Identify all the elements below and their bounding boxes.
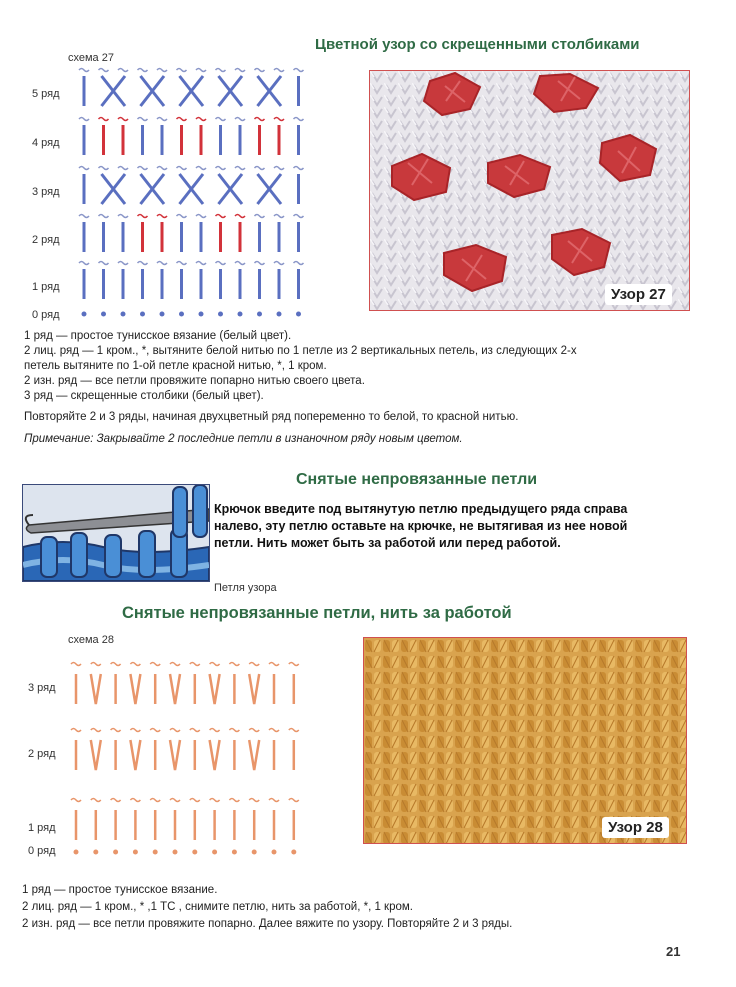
scheme27-wave (294, 215, 304, 218)
scheme28-wave (170, 663, 180, 666)
scheme28-row3-label: 3 ряд (28, 682, 56, 694)
scheme28-wave (190, 663, 200, 666)
scheme28-slipped-stitch (170, 740, 180, 770)
scheme27-wave (235, 167, 245, 170)
scheme27-wave (138, 262, 148, 265)
scheme27-wave (99, 262, 109, 265)
scheme28-dot (173, 850, 178, 855)
scheme27-row5-label: 5 ряд (32, 88, 60, 100)
scheme28-dot (272, 850, 277, 855)
scheme27-wave (138, 167, 148, 170)
scheme27-wave (196, 215, 206, 218)
section2-title: Снятые непровязанные петли (296, 471, 538, 488)
scheme27-wave (255, 215, 265, 218)
pattern-28-image (364, 638, 686, 843)
scheme27-row1-label: 1 ряд (32, 281, 60, 293)
scheme28-wave (130, 729, 140, 732)
section1-instruction-2: 2 лиц. ряд — 1 кром., *, вытяните белой нитью по 1 петле из 2 вертикальных петель, из следующих 2-х (24, 345, 577, 357)
scheme27-row0-label: 0 ряд (32, 309, 60, 321)
scheme28-wave (289, 729, 299, 732)
scheme28-slipped-stitch (210, 740, 220, 770)
scheme28-wave (91, 799, 101, 802)
scheme27-wave (79, 118, 89, 121)
scheme27-wave (138, 69, 148, 72)
scheme27-wave (196, 69, 206, 72)
scheme28-dot (113, 850, 118, 855)
scheme27-wave (79, 167, 89, 170)
scheme28-row1-label: 1 ряд (28, 822, 56, 834)
scheme27-wave (235, 118, 245, 121)
scheme27-wave (118, 118, 128, 121)
scheme27-wave (294, 262, 304, 265)
scheme28-dot (93, 850, 98, 855)
section1-note: Примечание: Закрывайте 2 последние петли в изнаночном ряду новым цветом. (24, 433, 463, 445)
scheme28-wave (229, 729, 239, 732)
scheme28-wave (71, 663, 81, 666)
scheme28-row2-label: 2 ряд (28, 748, 56, 760)
scheme27-wave (118, 262, 128, 265)
scheme27-wave (235, 69, 245, 72)
scheme27-wave (196, 118, 206, 121)
section2-description-1: Крючок введите под вытянутую петлю предыдущего ряда справа (214, 502, 628, 516)
scheme28-dot (74, 850, 79, 855)
scheme27-wave (274, 118, 284, 121)
scheme28-wave (71, 729, 81, 732)
scheme28-wave (249, 663, 259, 666)
scheme28-wave (210, 799, 220, 802)
section3-title: Снятые непровязанные петли, нить за работой (122, 604, 512, 622)
section2-description-2: налево, эту петлю оставьте на крючке, не вытягивая из нее новой (214, 519, 628, 533)
scheme28-wave (170, 799, 180, 802)
scheme27-dot (82, 312, 87, 317)
section3-instruction-1: 1 ряд — простое тунисское вязание. (22, 884, 218, 896)
scheme27-wave (255, 69, 265, 72)
scheme27-dot (121, 312, 126, 317)
scheme27-wave (79, 215, 89, 218)
scheme27-wave (177, 262, 187, 265)
scheme28-wave (150, 799, 160, 802)
scheme28-wave (269, 663, 279, 666)
scheme27-wave (157, 167, 167, 170)
scheme28-wave (289, 663, 299, 666)
scheme27-wave (294, 69, 304, 72)
scheme28-slipped-stitch (91, 674, 101, 704)
scheme28-slipped-stitch (130, 740, 140, 770)
scheme27-row3-label: 3 ряд (32, 186, 60, 198)
scheme27-wave (255, 262, 265, 265)
scheme28-slipped-stitch (210, 674, 220, 704)
scheme28-dot (291, 850, 296, 855)
scheme-28-diagram (70, 648, 320, 862)
scheme27-wave (118, 69, 128, 72)
scheme27-wave (274, 215, 284, 218)
scheme28-wave (91, 663, 101, 666)
scheme28-wave (91, 729, 101, 732)
scheme27-wave (177, 215, 187, 218)
scheme28-wave (269, 799, 279, 802)
scheme27-wave (157, 262, 167, 265)
scheme28-wave (210, 729, 220, 732)
scheme27-dot (199, 312, 204, 317)
scheme27-wave (255, 118, 265, 121)
scheme28-wave (111, 729, 121, 732)
scheme-27-diagram (70, 62, 310, 324)
scheme28-wave (130, 799, 140, 802)
scheme27-wave (118, 215, 128, 218)
scheme27-wave (294, 118, 304, 121)
page-number: 21 (666, 944, 681, 959)
section1-instruction-1: 1 ряд — простое тунисское вязание (белый цвет). (24, 330, 292, 342)
scheme28-wave (269, 729, 279, 732)
loop-caption: Петля узора (214, 582, 277, 594)
pattern-28-label: Узор 28 (602, 817, 669, 838)
scheme27-wave (216, 215, 226, 218)
section3-instruction-2: 2 лиц. ряд — 1 кром., * ,1 ТС , снимите петлю, нить за работой, *, 1 кром. (22, 901, 413, 913)
scheme28-wave (150, 663, 160, 666)
scheme27-row2-label: 2 ряд (32, 234, 60, 246)
section1-title: Цветной узор со скрещенными столбиками (315, 36, 640, 53)
section1-instruction-6: Повторяйте 2 и 3 ряды, начиная двухцветный ряд попеременно то белой, то красной нитью. (24, 411, 519, 423)
section1-instruction-4: 2 изн. ряд — все петли провяжите попарно нитью своего цвета. (24, 375, 365, 387)
scheme27-wave (99, 215, 109, 218)
loop-illustration (22, 484, 210, 582)
scheme27-wave (196, 262, 206, 265)
scheme27-wave (216, 167, 226, 170)
scheme27-wave (157, 215, 167, 218)
scheme28-dot (252, 850, 257, 855)
scheme27-wave (255, 167, 265, 170)
hook-illustration (23, 485, 209, 581)
scheme27-wave (196, 167, 206, 170)
scheme27-wave (177, 167, 187, 170)
scheme27-dot (140, 312, 145, 317)
scheme27-wave (177, 118, 187, 121)
scheme27-wave (138, 118, 148, 121)
scheme28-wave (289, 799, 299, 802)
scheme27-wave (235, 262, 245, 265)
scheme27-dot (238, 312, 243, 317)
scheme27-wave (216, 69, 226, 72)
pattern-27-photo (369, 70, 690, 311)
scheme28-slipped-stitch (91, 740, 101, 770)
scheme27-dot (179, 312, 184, 317)
scheme28-dot (232, 850, 237, 855)
scheme27-dot (218, 312, 223, 317)
scheme27-wave (216, 262, 226, 265)
scheme28-wave (210, 663, 220, 666)
scheme28-dot (212, 850, 217, 855)
scheme28-wave (111, 663, 121, 666)
pattern-27-label: Узор 27 (605, 284, 672, 305)
section3-instruction-3: 2 изн. ряд — все петли провяжите попарно. Далее вяжите по узору. Повторяйте 2 и 3 ряды. (22, 918, 513, 930)
section1-instruction-3: петель вытяните по 1-ой петле красной нитью, *, 1 кром. (24, 360, 327, 372)
scheme27-wave (274, 167, 284, 170)
scheme27-wave (79, 262, 89, 265)
scheme28-wave (229, 799, 239, 802)
scheme27-wave (79, 69, 89, 72)
pattern-28-photo (363, 637, 687, 844)
scheme28-wave (71, 799, 81, 802)
scheme28-dot (192, 850, 197, 855)
scheme27-dot (101, 312, 106, 317)
scheme27-dot (296, 312, 301, 317)
scheme27-dot (257, 312, 262, 317)
scheme28-dot (153, 850, 158, 855)
scheme28-wave (190, 729, 200, 732)
scheme28-slipped-stitch (170, 674, 180, 704)
scheme27-row4-label: 4 ряд (32, 137, 60, 149)
scheme27-wave (138, 215, 148, 218)
scheme28-slipped-stitch (249, 674, 259, 704)
scheme27-wave (157, 69, 167, 72)
section1-instruction-5: 3 ряд — скрещенные столбики (белый цвет). (24, 390, 264, 402)
scheme28-wave (130, 663, 140, 666)
scheme-27-label: схема 27 (68, 52, 114, 64)
scheme28-wave (249, 799, 259, 802)
scheme27-wave (157, 118, 167, 121)
scheme28-wave (229, 663, 239, 666)
scheme27-wave (274, 262, 284, 265)
scheme-28-label: схема 28 (68, 634, 114, 646)
scheme27-wave (177, 69, 187, 72)
section2-description-3: петли. Нить может быть за работой или перед работой. (214, 536, 561, 550)
scheme28-wave (190, 799, 200, 802)
scheme27-dot (277, 312, 282, 317)
scheme28-wave (150, 729, 160, 732)
scheme27-wave (99, 167, 109, 170)
scheme27-wave (99, 69, 109, 72)
scheme28-slipped-stitch (249, 740, 259, 770)
scheme27-wave (294, 167, 304, 170)
scheme28-slipped-stitch (130, 674, 140, 704)
scheme28-wave (170, 729, 180, 732)
scheme28-wave (249, 729, 259, 732)
scheme27-wave (235, 215, 245, 218)
scheme27-wave (99, 118, 109, 121)
scheme28-row0-label: 0 ряд (28, 845, 56, 857)
scheme28-wave (111, 799, 121, 802)
scheme27-wave (216, 118, 226, 121)
pattern-27-image (370, 71, 689, 310)
scheme27-wave (274, 69, 284, 72)
scheme28-dot (133, 850, 138, 855)
scheme27-wave (118, 167, 128, 170)
scheme27-dot (160, 312, 165, 317)
